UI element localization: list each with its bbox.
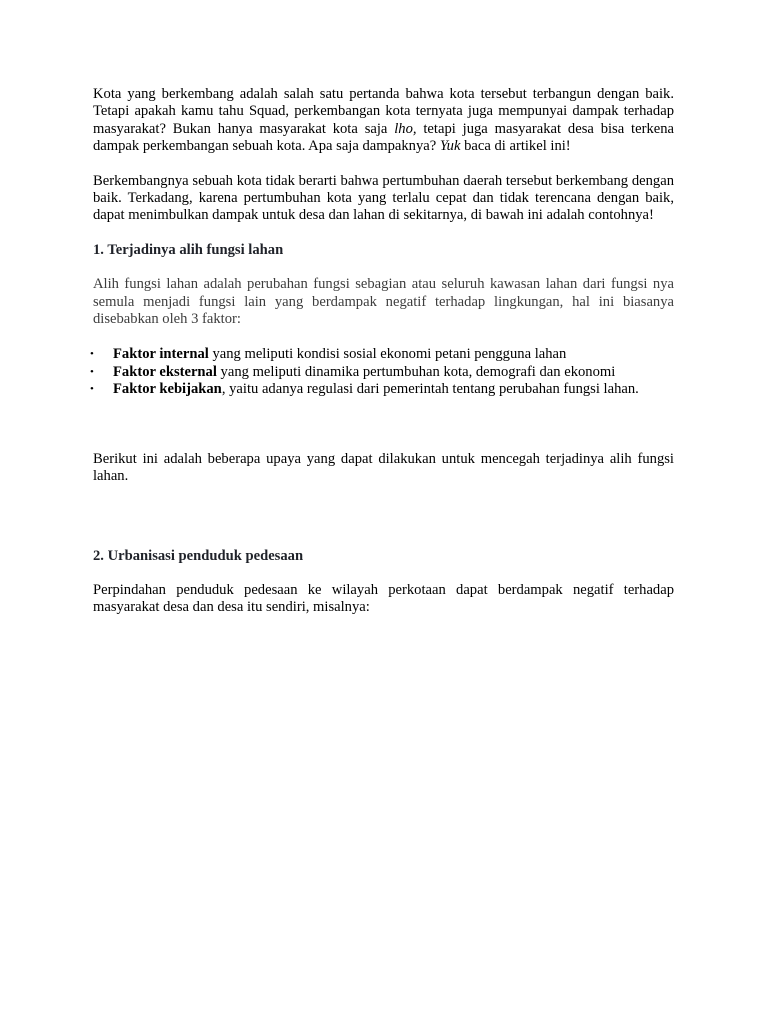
factor-desc: yang meliputi dinamika pertumbuhan kota, demografi dan ekonomi (216, 363, 616, 380)
factor-desc: yang meliputi kondisi sosial ekonomi petani pengguna lahan (208, 346, 567, 363)
urbanization-paragraph: Perpindahan penduduk pedesaan ke wilayah perkotaan dapat berdampak negatif terhadap masyarakat desa dan desa itu sendiri, misalnya: (93, 581, 674, 616)
context-paragraph: Berkembangnya sebuah kota tidak berarti bahwa pertumbuhan daerah tersebut berkembang dengan baik. Terkadang, karena pertumbuhan kota yang terlalu cepat dan tidak terencana dengan baik, dapat menimbulkan dampak untuk desa dan lahan di sekitarnya, di bawah ini adalah contohnya! (93, 172, 674, 224)
list-item (90, 346, 674, 363)
intro-text-yuk: Yuk (439, 138, 461, 155)
prevention-paragraph: Berikut ini adalah beberapa upaya yang dapat dilakukan untuk mencegah terjadinya alih fungsi lahan. (93, 450, 674, 485)
intro-text-b: tetapi juga masyarakat desa bisa terkena dampak perkembangan sebuah kota. Apa saja dampaknya? (93, 120, 674, 155)
factor-term: Faktor eksternal (113, 363, 217, 380)
intro-text-lho: lho, (394, 120, 417, 137)
document-page (90, 86, 674, 617)
list-item (90, 363, 674, 381)
factor-term: Faktor internal (113, 346, 209, 363)
factor-term: Faktor kebijakan (113, 381, 222, 398)
intro-text-c: baca di artikel ini! (460, 138, 571, 155)
bullet-icon: • (90, 383, 94, 396)
bullet-icon: • (90, 348, 94, 361)
factor-list (90, 346, 674, 398)
list-item (90, 381, 674, 398)
bullet-icon: • (90, 365, 94, 378)
intro-paragraph (93, 86, 674, 156)
factor-desc: , yaitu adanya regulasi dari pemerintah tentang perubahan fungsi lahan. (221, 381, 639, 398)
intro-text-a: Kota yang berkembang adalah salah satu pertanda bahwa kota tersebut terbangun dengan baik. Tetapi apakah kamu tahu Squad, perkembangan kota ternyata juga mempunyai dampak terhadap masyarakat? Bukan hanya masyarakat kota saja (93, 86, 674, 137)
land-conversion-paragraph: Alih fungsi lahan adalah perubahan fungsi sebagian atau seluruh kawasan lahan dari fungsi nya semula menjadi fungsi lain yang berdampak negatif terhadap lingkungan, hal ini biasanya disebabkan oleh 3 faktor: (93, 276, 674, 328)
section-heading-2: 2. Urbanisasi penduduk pedesaan (93, 547, 304, 564)
section-heading-1: 1. Terjadinya alih fungsi lahan (93, 241, 284, 258)
